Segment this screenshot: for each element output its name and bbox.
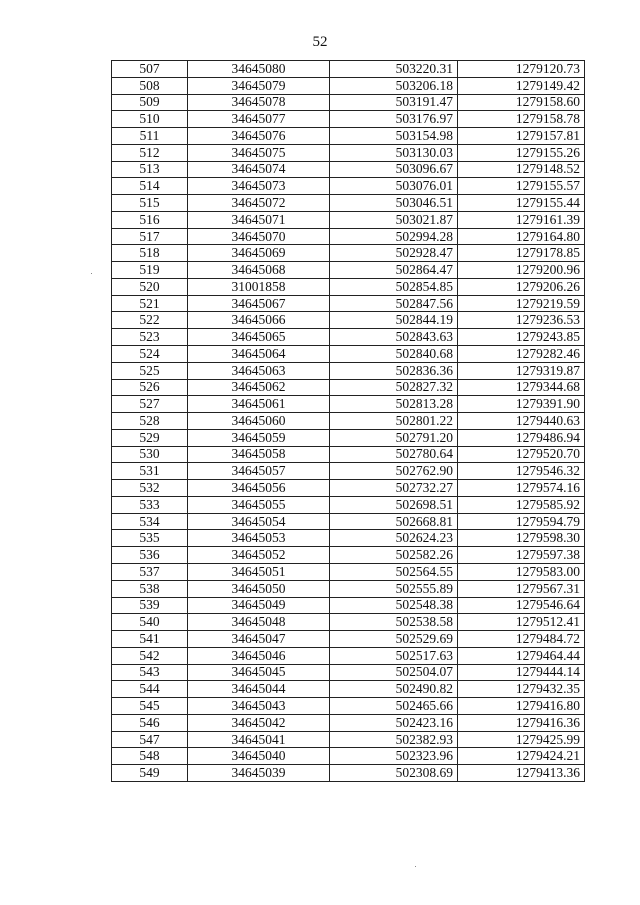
table-row	[112, 631, 585, 648]
y-coordinate-cell: 1279155.44	[458, 195, 585, 212]
point-id-cell: 34645041	[188, 731, 330, 748]
point-id-cell: 34645077	[188, 111, 330, 128]
y-coordinate-cell: 1279583.00	[458, 563, 585, 580]
table-row	[112, 714, 585, 731]
row-number-cell: 521	[112, 295, 188, 312]
point-id-cell: 34645078	[188, 94, 330, 111]
row-number-cell: 537	[112, 563, 188, 580]
table-row	[112, 563, 585, 580]
point-id-cell: 34645064	[188, 346, 330, 363]
y-coordinate-cell: 1279432.35	[458, 681, 585, 698]
y-coordinate-cell: 1279464.44	[458, 647, 585, 664]
row-number-cell: 542	[112, 647, 188, 664]
x-coordinate-cell: 503176.97	[330, 111, 458, 128]
row-number-cell: 513	[112, 161, 188, 178]
y-coordinate-cell: 1279161.39	[458, 211, 585, 228]
x-coordinate-cell: 502490.82	[330, 681, 458, 698]
row-number-cell: 507	[112, 61, 188, 78]
table-row	[112, 346, 585, 363]
x-coordinate-cell: 502780.64	[330, 446, 458, 463]
table-row	[112, 480, 585, 497]
row-number-cell: 534	[112, 513, 188, 530]
point-id-cell: 34645039	[188, 765, 330, 782]
y-coordinate-cell: 1279178.85	[458, 245, 585, 262]
row-number-cell: 533	[112, 496, 188, 513]
table-row	[112, 77, 585, 94]
table-row	[112, 429, 585, 446]
y-coordinate-cell: 1279597.38	[458, 547, 585, 564]
point-id-cell: 34645051	[188, 563, 330, 580]
y-coordinate-cell: 1279520.70	[458, 446, 585, 463]
x-coordinate-cell: 502308.69	[330, 765, 458, 782]
y-coordinate-cell: 1279585.92	[458, 496, 585, 513]
point-id-cell: 34645071	[188, 211, 330, 228]
x-coordinate-cell: 503130.03	[330, 144, 458, 161]
point-id-cell: 34645046	[188, 647, 330, 664]
table-row	[112, 614, 585, 631]
x-coordinate-cell: 502827.32	[330, 379, 458, 396]
y-coordinate-cell: 1279416.36	[458, 714, 585, 731]
x-coordinate-cell: 503076.01	[330, 178, 458, 195]
table-row	[112, 698, 585, 715]
row-number-cell: 547	[112, 731, 188, 748]
row-number-cell: 535	[112, 530, 188, 547]
y-coordinate-cell: 1279158.60	[458, 94, 585, 111]
row-number-cell: 546	[112, 714, 188, 731]
row-number-cell: 524	[112, 346, 188, 363]
row-number-cell: 512	[112, 144, 188, 161]
point-id-cell: 34645067	[188, 295, 330, 312]
point-id-cell: 34645055	[188, 496, 330, 513]
y-coordinate-cell: 1279424.21	[458, 748, 585, 765]
y-coordinate-cell: 1279391.90	[458, 396, 585, 413]
row-number-cell: 541	[112, 631, 188, 648]
row-number-cell: 510	[112, 111, 188, 128]
page-number: 52	[312, 34, 328, 50]
x-coordinate-cell: 502529.69	[330, 631, 458, 648]
x-coordinate-cell: 502994.28	[330, 228, 458, 245]
table-row	[112, 530, 585, 547]
point-id-cell: 34645056	[188, 480, 330, 497]
y-coordinate-cell: 1279158.78	[458, 111, 585, 128]
table-row	[112, 496, 585, 513]
row-number-cell: 518	[112, 245, 188, 262]
y-coordinate-cell: 1279444.14	[458, 664, 585, 681]
y-coordinate-cell: 1279319.87	[458, 362, 585, 379]
x-coordinate-cell: 503046.51	[330, 195, 458, 212]
x-coordinate-cell: 503096.67	[330, 161, 458, 178]
x-coordinate-cell: 502854.85	[330, 278, 458, 295]
table-row	[112, 94, 585, 111]
point-id-cell: 34645069	[188, 245, 330, 262]
row-number-cell: 536	[112, 547, 188, 564]
x-coordinate-cell: 502801.22	[330, 413, 458, 430]
point-id-cell: 34645052	[188, 547, 330, 564]
row-number-cell: 544	[112, 681, 188, 698]
row-number-cell: 549	[112, 765, 188, 782]
table-row	[112, 278, 585, 295]
row-number-cell: 511	[112, 128, 188, 145]
x-coordinate-cell: 502555.89	[330, 580, 458, 597]
x-coordinate-cell: 503220.31	[330, 61, 458, 78]
table-row	[112, 211, 585, 228]
table-row	[112, 228, 585, 245]
x-coordinate-cell: 502423.16	[330, 714, 458, 731]
coordinates-table-body	[112, 61, 585, 782]
point-id-cell: 34645076	[188, 128, 330, 145]
x-coordinate-cell: 502504.07	[330, 664, 458, 681]
point-id-cell: 34645068	[188, 262, 330, 279]
row-number-cell: 514	[112, 178, 188, 195]
x-coordinate-cell: 503021.87	[330, 211, 458, 228]
y-coordinate-cell: 1279598.30	[458, 530, 585, 547]
y-coordinate-cell: 1279512.41	[458, 614, 585, 631]
x-coordinate-cell: 503154.98	[330, 128, 458, 145]
y-coordinate-cell: 1279155.26	[458, 144, 585, 161]
table-row	[112, 144, 585, 161]
coordinates-table	[111, 60, 585, 782]
table-row	[112, 195, 585, 212]
row-number-cell: 515	[112, 195, 188, 212]
y-coordinate-cell: 1279219.59	[458, 295, 585, 312]
x-coordinate-cell: 502762.90	[330, 463, 458, 480]
point-id-cell: 34645053	[188, 530, 330, 547]
point-id-cell: 31001858	[188, 278, 330, 295]
y-coordinate-cell: 1279120.73	[458, 61, 585, 78]
table-row	[112, 245, 585, 262]
point-id-cell: 34645049	[188, 597, 330, 614]
point-id-cell: 34645059	[188, 429, 330, 446]
x-coordinate-cell: 502323.96	[330, 748, 458, 765]
y-coordinate-cell: 1279243.85	[458, 329, 585, 346]
x-coordinate-cell: 502791.20	[330, 429, 458, 446]
row-number-cell: 508	[112, 77, 188, 94]
table-row	[112, 128, 585, 145]
row-number-cell: 526	[112, 379, 188, 396]
row-number-cell: 532	[112, 480, 188, 497]
y-coordinate-cell: 1279344.68	[458, 379, 585, 396]
x-coordinate-cell: 502624.23	[330, 530, 458, 547]
point-id-cell: 34645048	[188, 614, 330, 631]
table-row	[112, 161, 585, 178]
table-row	[112, 362, 585, 379]
row-number-cell: 529	[112, 429, 188, 446]
y-coordinate-cell: 1279206.26	[458, 278, 585, 295]
y-coordinate-cell: 1279486.94	[458, 429, 585, 446]
point-id-cell: 34645066	[188, 312, 330, 329]
x-coordinate-cell: 503191.47	[330, 94, 458, 111]
table-row	[112, 513, 585, 530]
point-id-cell: 34645045	[188, 664, 330, 681]
table-row	[112, 765, 585, 782]
x-coordinate-cell: 502864.47	[330, 262, 458, 279]
table-row	[112, 748, 585, 765]
y-coordinate-cell: 1279567.31	[458, 580, 585, 597]
table-row	[112, 731, 585, 748]
x-coordinate-cell: 502844.19	[330, 312, 458, 329]
row-number-cell: 543	[112, 664, 188, 681]
y-coordinate-cell: 1279148.52	[458, 161, 585, 178]
x-coordinate-cell: 502538.58	[330, 614, 458, 631]
x-coordinate-cell: 502465.66	[330, 698, 458, 715]
row-number-cell: 540	[112, 614, 188, 631]
table-row	[112, 446, 585, 463]
row-number-cell: 520	[112, 278, 188, 295]
y-coordinate-cell: 1279413.36	[458, 765, 585, 782]
row-number-cell: 548	[112, 748, 188, 765]
point-id-cell: 34645057	[188, 463, 330, 480]
y-coordinate-cell: 1279149.42	[458, 77, 585, 94]
point-id-cell: 34645043	[188, 698, 330, 715]
row-number-cell: 525	[112, 362, 188, 379]
y-coordinate-cell: 1279594.79	[458, 513, 585, 530]
x-coordinate-cell: 502382.93	[330, 731, 458, 748]
y-coordinate-cell: 1279236.53	[458, 312, 585, 329]
point-id-cell: 34645073	[188, 178, 330, 195]
x-coordinate-cell: 502847.56	[330, 295, 458, 312]
table-row	[112, 295, 585, 312]
row-number-cell: 523	[112, 329, 188, 346]
point-id-cell: 34645047	[188, 631, 330, 648]
point-id-cell: 34645080	[188, 61, 330, 78]
scan-speck	[415, 866, 416, 867]
x-coordinate-cell: 502928.47	[330, 245, 458, 262]
table-row	[112, 111, 585, 128]
y-coordinate-cell: 1279440.63	[458, 413, 585, 430]
table-row	[112, 379, 585, 396]
row-number-cell: 545	[112, 698, 188, 715]
x-coordinate-cell: 502582.26	[330, 547, 458, 564]
row-number-cell: 527	[112, 396, 188, 413]
row-number-cell: 522	[112, 312, 188, 329]
row-number-cell: 539	[112, 597, 188, 614]
point-id-cell: 34645065	[188, 329, 330, 346]
x-coordinate-cell: 502836.36	[330, 362, 458, 379]
x-coordinate-cell: 502843.63	[330, 329, 458, 346]
row-number-cell: 519	[112, 262, 188, 279]
y-coordinate-cell: 1279157.81	[458, 128, 585, 145]
x-coordinate-cell: 502517.63	[330, 647, 458, 664]
point-id-cell: 34645040	[188, 748, 330, 765]
x-coordinate-cell: 502548.38	[330, 597, 458, 614]
point-id-cell: 34645070	[188, 228, 330, 245]
point-id-cell: 34645054	[188, 513, 330, 530]
point-id-cell: 34645044	[188, 681, 330, 698]
y-coordinate-cell: 1279200.96	[458, 262, 585, 279]
point-id-cell: 34645042	[188, 714, 330, 731]
x-coordinate-cell: 503206.18	[330, 77, 458, 94]
point-id-cell: 34645079	[188, 77, 330, 94]
point-id-cell: 34645062	[188, 379, 330, 396]
point-id-cell: 34645074	[188, 161, 330, 178]
row-number-cell: 516	[112, 211, 188, 228]
table-row	[112, 547, 585, 564]
table-row	[112, 329, 585, 346]
point-id-cell: 34645063	[188, 362, 330, 379]
table-row	[112, 396, 585, 413]
x-coordinate-cell: 502698.51	[330, 496, 458, 513]
point-id-cell: 34645075	[188, 144, 330, 161]
table-row	[112, 597, 585, 614]
y-coordinate-cell: 1279546.64	[458, 597, 585, 614]
x-coordinate-cell: 502840.68	[330, 346, 458, 363]
x-coordinate-cell: 502813.28	[330, 396, 458, 413]
y-coordinate-cell: 1279164.80	[458, 228, 585, 245]
row-number-cell: 530	[112, 446, 188, 463]
y-coordinate-cell: 1279546.32	[458, 463, 585, 480]
table-row	[112, 580, 585, 597]
point-id-cell: 34645072	[188, 195, 330, 212]
point-id-cell: 34645061	[188, 396, 330, 413]
x-coordinate-cell: 502668.81	[330, 513, 458, 530]
y-coordinate-cell: 1279484.72	[458, 631, 585, 648]
point-id-cell: 34645050	[188, 580, 330, 597]
row-number-cell: 538	[112, 580, 188, 597]
y-coordinate-cell: 1279282.46	[458, 346, 585, 363]
table-row	[112, 647, 585, 664]
scan-speck	[91, 273, 92, 274]
table-row	[112, 463, 585, 480]
row-number-cell: 517	[112, 228, 188, 245]
y-coordinate-cell: 1279416.80	[458, 698, 585, 715]
table-row	[112, 413, 585, 430]
point-id-cell: 34645060	[188, 413, 330, 430]
table-row	[112, 312, 585, 329]
x-coordinate-cell: 502564.55	[330, 563, 458, 580]
row-number-cell: 531	[112, 463, 188, 480]
y-coordinate-cell: 1279155.57	[458, 178, 585, 195]
table-row	[112, 664, 585, 681]
row-number-cell: 528	[112, 413, 188, 430]
row-number-cell: 509	[112, 94, 188, 111]
y-coordinate-cell: 1279425.99	[458, 731, 585, 748]
table-row	[112, 178, 585, 195]
y-coordinate-cell: 1279574.16	[458, 480, 585, 497]
table-row	[112, 681, 585, 698]
table-row	[112, 61, 585, 78]
x-coordinate-cell: 502732.27	[330, 480, 458, 497]
point-id-cell: 34645058	[188, 446, 330, 463]
table-row	[112, 262, 585, 279]
